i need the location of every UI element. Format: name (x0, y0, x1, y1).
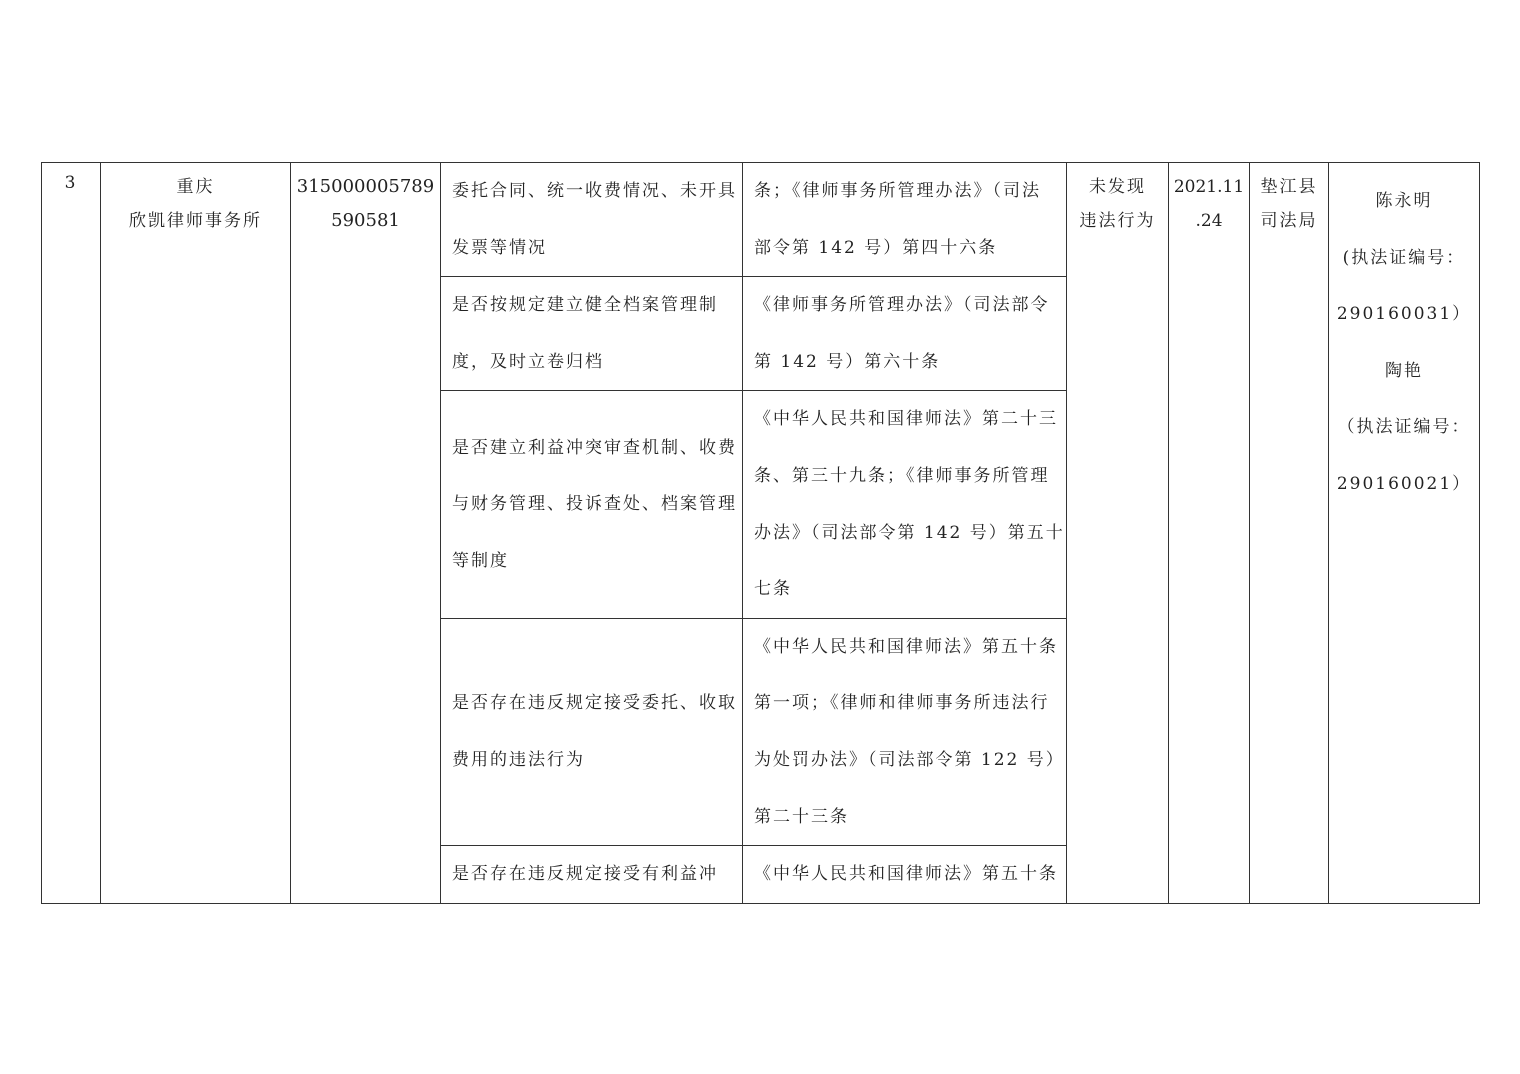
date-line-2: .24 (1195, 211, 1223, 231)
officer-line-2: (执法证编号： (1342, 247, 1466, 268)
credit-code-line-2: 590581 (331, 210, 400, 231)
check-item-3-line-3: 等制度 (452, 550, 509, 571)
result-line-1: 未发现 (1089, 177, 1146, 197)
inspection-officers (1329, 163, 1480, 904)
check-item-1-line-2: 发票等情况 (452, 237, 547, 258)
legal-basis-3-line-1: 《中华人民共和国律师法》第二十三 (754, 409, 1058, 430)
agency-line-2: 司法局 (1260, 211, 1318, 231)
officer-line-1: 陈永明 (1375, 191, 1433, 211)
legal-basis-3-line-4: 七条 (754, 579, 792, 600)
check-item-5 (441, 846, 743, 904)
check-item-4-line-2: 费用的违法行为 (452, 749, 585, 770)
firm-name-line-1: 重庆 (176, 177, 215, 197)
inspection-result (1067, 163, 1169, 904)
legal-basis-5-line-1: 《中华人民共和国律师法》第五十条 (754, 864, 1058, 885)
officer-line-6: 290160021） (1336, 473, 1472, 494)
check-item-3-line-1: 是否建立利益冲突审查机制、收费 (452, 437, 737, 458)
legal-basis-3-line-3: 办法》（司法部令第 142 号）第五十 (754, 522, 1065, 543)
credit-code-line-1: 315000005789 (296, 176, 435, 197)
check-item-2-line-1: 是否按规定建立健全档案管理制 (452, 295, 718, 316)
legal-basis-2 (743, 277, 1067, 391)
legal-basis-4 (743, 618, 1067, 845)
agency-line-1: 垫江县 (1260, 177, 1318, 197)
result-line-2: 违法行为 (1079, 211, 1156, 231)
inspection-date (1169, 163, 1250, 904)
firm-name-line-2: 欣凯律师事务所 (129, 211, 262, 231)
legal-basis-4-line-1: 《中华人民共和国律师法》第五十条 (754, 636, 1058, 657)
firm-name (101, 163, 291, 904)
legal-basis-4-line-4: 第二十三条 (754, 806, 849, 827)
officer-line-3: 290160031） (1336, 304, 1472, 325)
check-item-2-line-2: 度，及时立卷归档 (452, 351, 604, 372)
legal-basis-3-line-2: 条、第三十九条；《律师事务所管理 (754, 465, 1050, 486)
check-item-4-line-1: 是否存在违反规定接受委托、收取 (452, 693, 737, 714)
legal-basis-1 (743, 163, 1067, 277)
check-item-3 (441, 391, 743, 618)
officer-line-4: 陶艳 (1385, 360, 1423, 381)
inspection-table (41, 162, 1480, 904)
check-item-1-line-1: 委托合同、统一收费情况、未开具 (452, 181, 737, 201)
check-item-1 (441, 163, 743, 277)
credit-code (291, 163, 441, 904)
legal-basis-3 (743, 391, 1067, 618)
date-line-1: 2021.11 (1173, 177, 1245, 197)
check-item-4 (441, 618, 743, 845)
inspection-agency (1250, 163, 1329, 904)
legal-basis-4-line-3: 为处罚办法》（司法部令第 122 号） (754, 749, 1065, 770)
check-item-3-line-2: 与财务管理、投诉查处、档案管理 (452, 494, 737, 515)
legal-basis-2-line-1: 《律师事务所管理办法》（司法部令 (754, 295, 1050, 316)
legal-basis-1-line-2: 部令第 142 号）第四十六条 (754, 237, 998, 258)
legal-basis-2-line-2: 第 142 号）第六十条 (754, 351, 941, 372)
legal-basis-5 (743, 846, 1067, 904)
check-item-5-line-1: 是否存在违反规定接受有利益冲 (452, 864, 718, 885)
row-index: 3 (42, 163, 101, 904)
legal-basis-1-line-1: 条；《律师事务所管理办法》（司法 (754, 181, 1041, 201)
officer-line-5: （执法证编号： (1337, 417, 1471, 438)
check-item-2 (441, 277, 743, 391)
legal-basis-4-line-2: 第一项；《律师和律师事务所违法行 (754, 693, 1050, 714)
